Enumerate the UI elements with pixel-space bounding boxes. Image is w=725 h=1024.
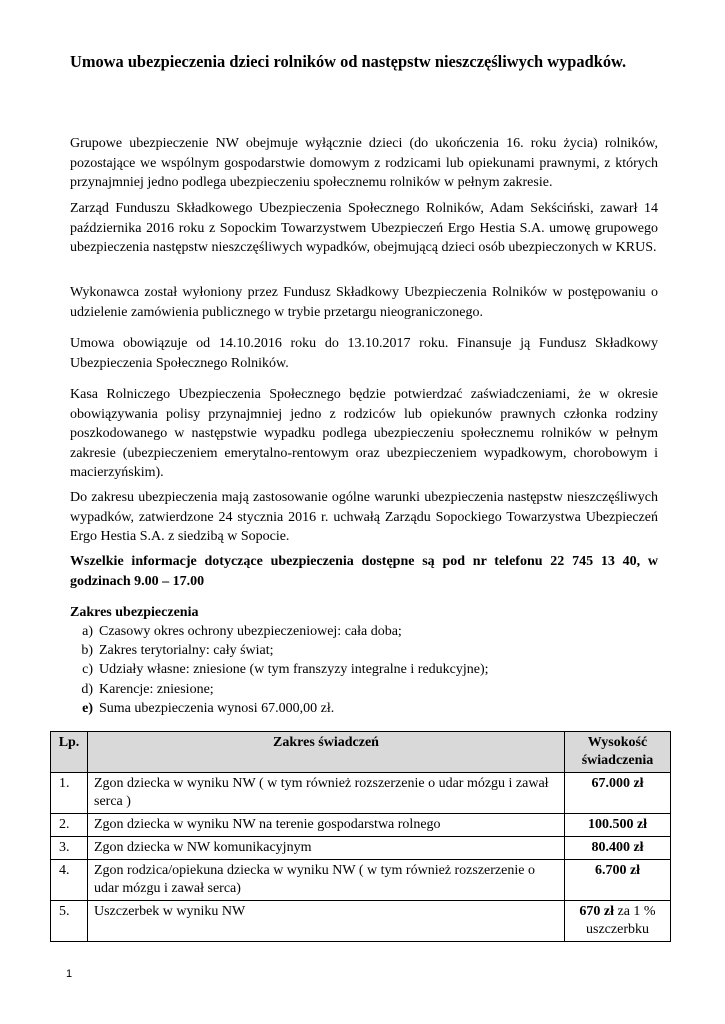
info-phone-hours: Wszelkie informacje dotyczące ubezpieczenia dostępne są pod nr telefonu 22 745 13 40, w godzinach 9.00 – 17.00 (70, 554, 658, 589)
row-amount-cell (565, 860, 671, 901)
list-item (70, 699, 489, 718)
table-header-row (51, 732, 671, 773)
list-item (70, 622, 489, 641)
list-letter: d) (81, 681, 93, 697)
scope-heading: Zakres ubezpieczenia (70, 605, 199, 620)
table-row (51, 837, 671, 860)
list-letter: b) (81, 643, 93, 659)
table-row (51, 901, 671, 942)
paragraph-contract-period: Umowa obowiązuje od 14.10.2016 roku do 13.10.2017 roku. Finansuje ją Fundusz Składkowy Ubezpieczenia Społecznego Rolników. (70, 336, 658, 371)
paragraph-krus-certificates: Kasa Rolniczego Ubezpieczenia Społecznego będzie potwierdzać zaświadczeniami, że w okresie obowiązywania polisy przynajmniej jedno z rodziców lub opiekunów prawnych członka rodziny poszkodowanego w następstwie wypadku podlega ubezpieczeniu społecznemu rolników w pełnym zakresie (ubezpieczeniem emerytalno-rentowym oraz ubezpieczeniem wypadkowym, chorobowym i macierzyńskim). (70, 387, 658, 481)
row-amount-suffix: za 1 % uszczerbku (586, 904, 656, 937)
row-amount-cell (565, 901, 671, 942)
list-text: Udziały własne: zniesione (w tym franszyzy integralne i redukcyjne); (99, 662, 489, 678)
list-item (70, 641, 489, 660)
header-lp: Lp. (51, 732, 88, 773)
paragraph-coverage-scope: Grupowe ubezpieczenie NW obejmuje wyłącznie dzieci (do ukończenia 16. roku życia) rolników, pozostające we wspólnym gospodarstwie domowym z rodzicami lub opiekunami prawnymi, z których przynajmniej jedno podlega ubezpieczeniu społecznemu rolników w pełnym zakresie. (70, 136, 658, 191)
list-text: Karencje: zniesione; (99, 681, 214, 697)
table-row (51, 814, 671, 837)
list-item (70, 660, 489, 679)
document-title: Umowa ubezpieczenia dzieci rolników od następstw nieszczęśliwych wypadków. (70, 52, 627, 71)
row-zakres: Zgon dziecka w wyniku NW na terenie gospodarstwa rolnego (88, 814, 565, 837)
list-letter: a) (82, 624, 93, 639)
row-zakres: Zgon rodzica/opiekuna dziecka w wyniku NW ( w tym również rozszerzenie o udar mózgu i zawał serca) (88, 860, 565, 901)
header-zakres-label: Zakres świadczeń (273, 735, 379, 750)
list-letter: c) (82, 662, 93, 678)
list-text: Suma ubezpieczenia wynosi 67.000,00 zł. (99, 700, 335, 716)
list-text: Czasowy okres ochrony ubezpieczeniowej: cała doba; (99, 624, 402, 639)
list-item (70, 680, 489, 699)
list-letter: e) (82, 700, 93, 716)
table-row (51, 773, 671, 814)
row-amount: 100.500 zł (587, 817, 648, 832)
row-zakres: Zgon dziecka w wyniku NW ( w tym również rozszerzenie o udar mózgu i zawał serca ) (88, 773, 565, 814)
row-amount-cell (565, 837, 671, 860)
table-row (51, 860, 671, 901)
header-zakres (88, 732, 565, 773)
row-amount: 6.700 zł (594, 863, 641, 878)
row-amount: 80.400 zł (591, 840, 644, 855)
row-amount-cell (565, 773, 671, 814)
row-lp: 5. (51, 901, 88, 942)
page-number: 1 (66, 968, 73, 980)
row-amount: 670 zł (579, 904, 614, 919)
row-zakres: Zgon dziecka w NW komunikacyjnym (88, 837, 565, 860)
row-lp: 2. (51, 814, 88, 837)
scope-list (70, 622, 489, 718)
benefits-table (50, 731, 671, 942)
row-lp: 1. (51, 773, 88, 814)
row-lp: 4. (51, 860, 88, 901)
row-lp: 3. (51, 837, 88, 860)
list-text: Zakres terytorialny: cały świat; (99, 643, 274, 659)
header-wysokosc: Wysokość świadczenia (565, 732, 671, 773)
row-zakres: Uszczerbek w wyniku NW (88, 901, 565, 942)
row-amount-cell (565, 814, 671, 837)
paragraph-contract-parties: Zarząd Funduszu Składkowego Ubezpieczenia Społecznego Rolników, Adam Sekściński, zawarł 14 października 2016 roku z Sopockim Towarzystwem Ubezpieczeń Ergo Hestia S.A. umowę grupowego ubezpieczenia następstw nieszczęśliwych wypadków, obejmującą dzieci osób ubezpieczonych w KRUS. (70, 201, 658, 256)
paragraph-general-conditions: Do zakresu ubezpieczenia mają zastosowanie ogólne warunki ubezpieczenia następstw nieszczęśliwych wypadków, zatwierdzone 24 stycznia 2016 r. uchwałą Zarządu Sopockiego Towarzystwa Ubezpieczeń Ergo Hestia S.A. z siedzibą w Sopocie. (70, 490, 658, 545)
paragraph-contractor-selection: Wykonawca został wyłoniony przez Fundusz Składkowy Ubezpieczenia Rolników w postępowaniu o udzielenie zamówienia publicznego w trybie przetargu nieograniczonego. (70, 285, 658, 320)
row-amount: 67.000 zł (591, 776, 644, 791)
